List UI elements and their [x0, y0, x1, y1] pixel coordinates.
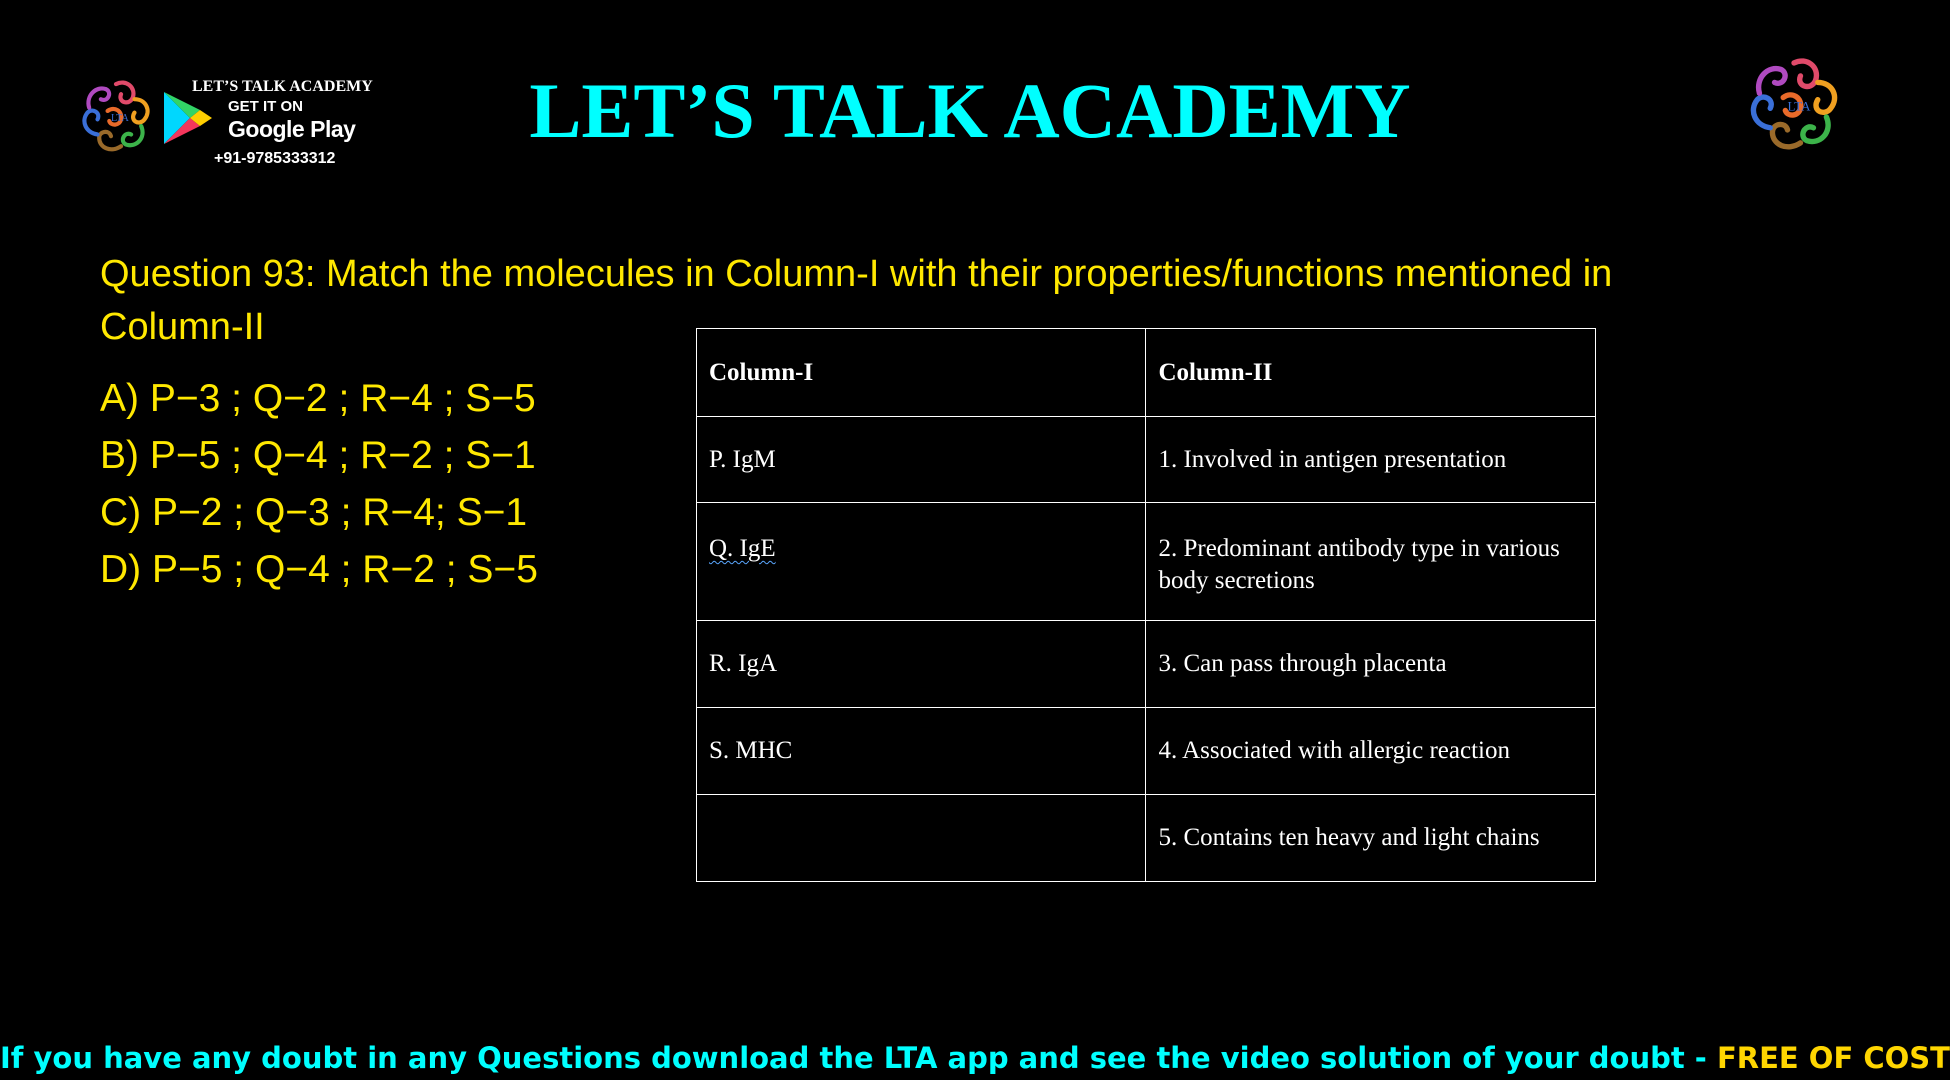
footer-banner — [0, 1041, 1950, 1075]
badge-phone-number: +91-9785333312 — [214, 150, 336, 167]
table-row — [697, 503, 1596, 621]
table-row — [697, 621, 1596, 708]
option-c[interactable]: C) P−2 ; Q−3 ; R−4; S−1 — [100, 491, 528, 534]
google-play-badge[interactable] — [160, 78, 410, 178]
answer-options — [100, 370, 538, 598]
badge-get-it-on: GET IT ON — [228, 98, 303, 115]
lta-logo-text: LTA — [1787, 98, 1811, 114]
column-ii-cell: 2. Predominant antibody type in various body secretions — [1146, 503, 1596, 621]
lta-logo-text: LTA — [110, 113, 129, 125]
google-play-icon — [160, 88, 214, 148]
option-a[interactable]: A) P−3 ; Q−2 ; R−4 ; S−5 — [100, 377, 536, 420]
badge-store-name: Google Play — [228, 116, 356, 142]
column-ii-header: Column-II — [1146, 329, 1596, 417]
column-i-cell: R. IgA — [697, 621, 1146, 708]
table-row — [697, 417, 1596, 503]
question-text: Question 93: Match the molecules in Column-I with their properties/functions mentioned in Column-II — [100, 253, 1613, 348]
option-d[interactable]: D) P−5 ; Q−4 ; R−2 ; S−5 — [100, 548, 538, 591]
column-i-cell: S. MHC — [697, 708, 1146, 795]
badge-academy-name: LET’S TALK ACADEMY — [192, 78, 373, 95]
column-ii-cell: 1. Involved in antigen presentation — [1146, 417, 1596, 503]
spellcheck-underlined-text: Q. IgE — [709, 535, 776, 562]
table-row — [697, 795, 1596, 882]
lta-logo-right-icon — [1740, 50, 1848, 158]
option-b[interactable]: B) P−5 ; Q−4 ; R−2 ; S−1 — [100, 434, 536, 477]
column-ii-cell: 5. Contains ten heavy and light chains — [1146, 795, 1596, 882]
table-header-row — [697, 329, 1596, 417]
footer-highlight: FREE OF COST — [1716, 1041, 1950, 1075]
column-ii-cell: 3. Can pass through placenta — [1146, 621, 1596, 708]
column-i-cell: P. IgM — [697, 417, 1146, 503]
table-row — [697, 708, 1596, 795]
lta-logo-left-icon — [74, 74, 158, 158]
footer-text: If you have any doubt in any Questions download the LTA app and see the video solution of your doubt - — [0, 1041, 1717, 1075]
column-ii-cell: 4. Associated with allergic reaction — [1146, 708, 1596, 795]
column-i-header: Column-I — [697, 329, 1146, 417]
column-i-cell — [697, 795, 1146, 882]
column-i-cell — [697, 503, 1146, 621]
match-table — [696, 328, 1596, 882]
page-title: LET’S TALK ACADEMY — [529, 67, 1411, 154]
